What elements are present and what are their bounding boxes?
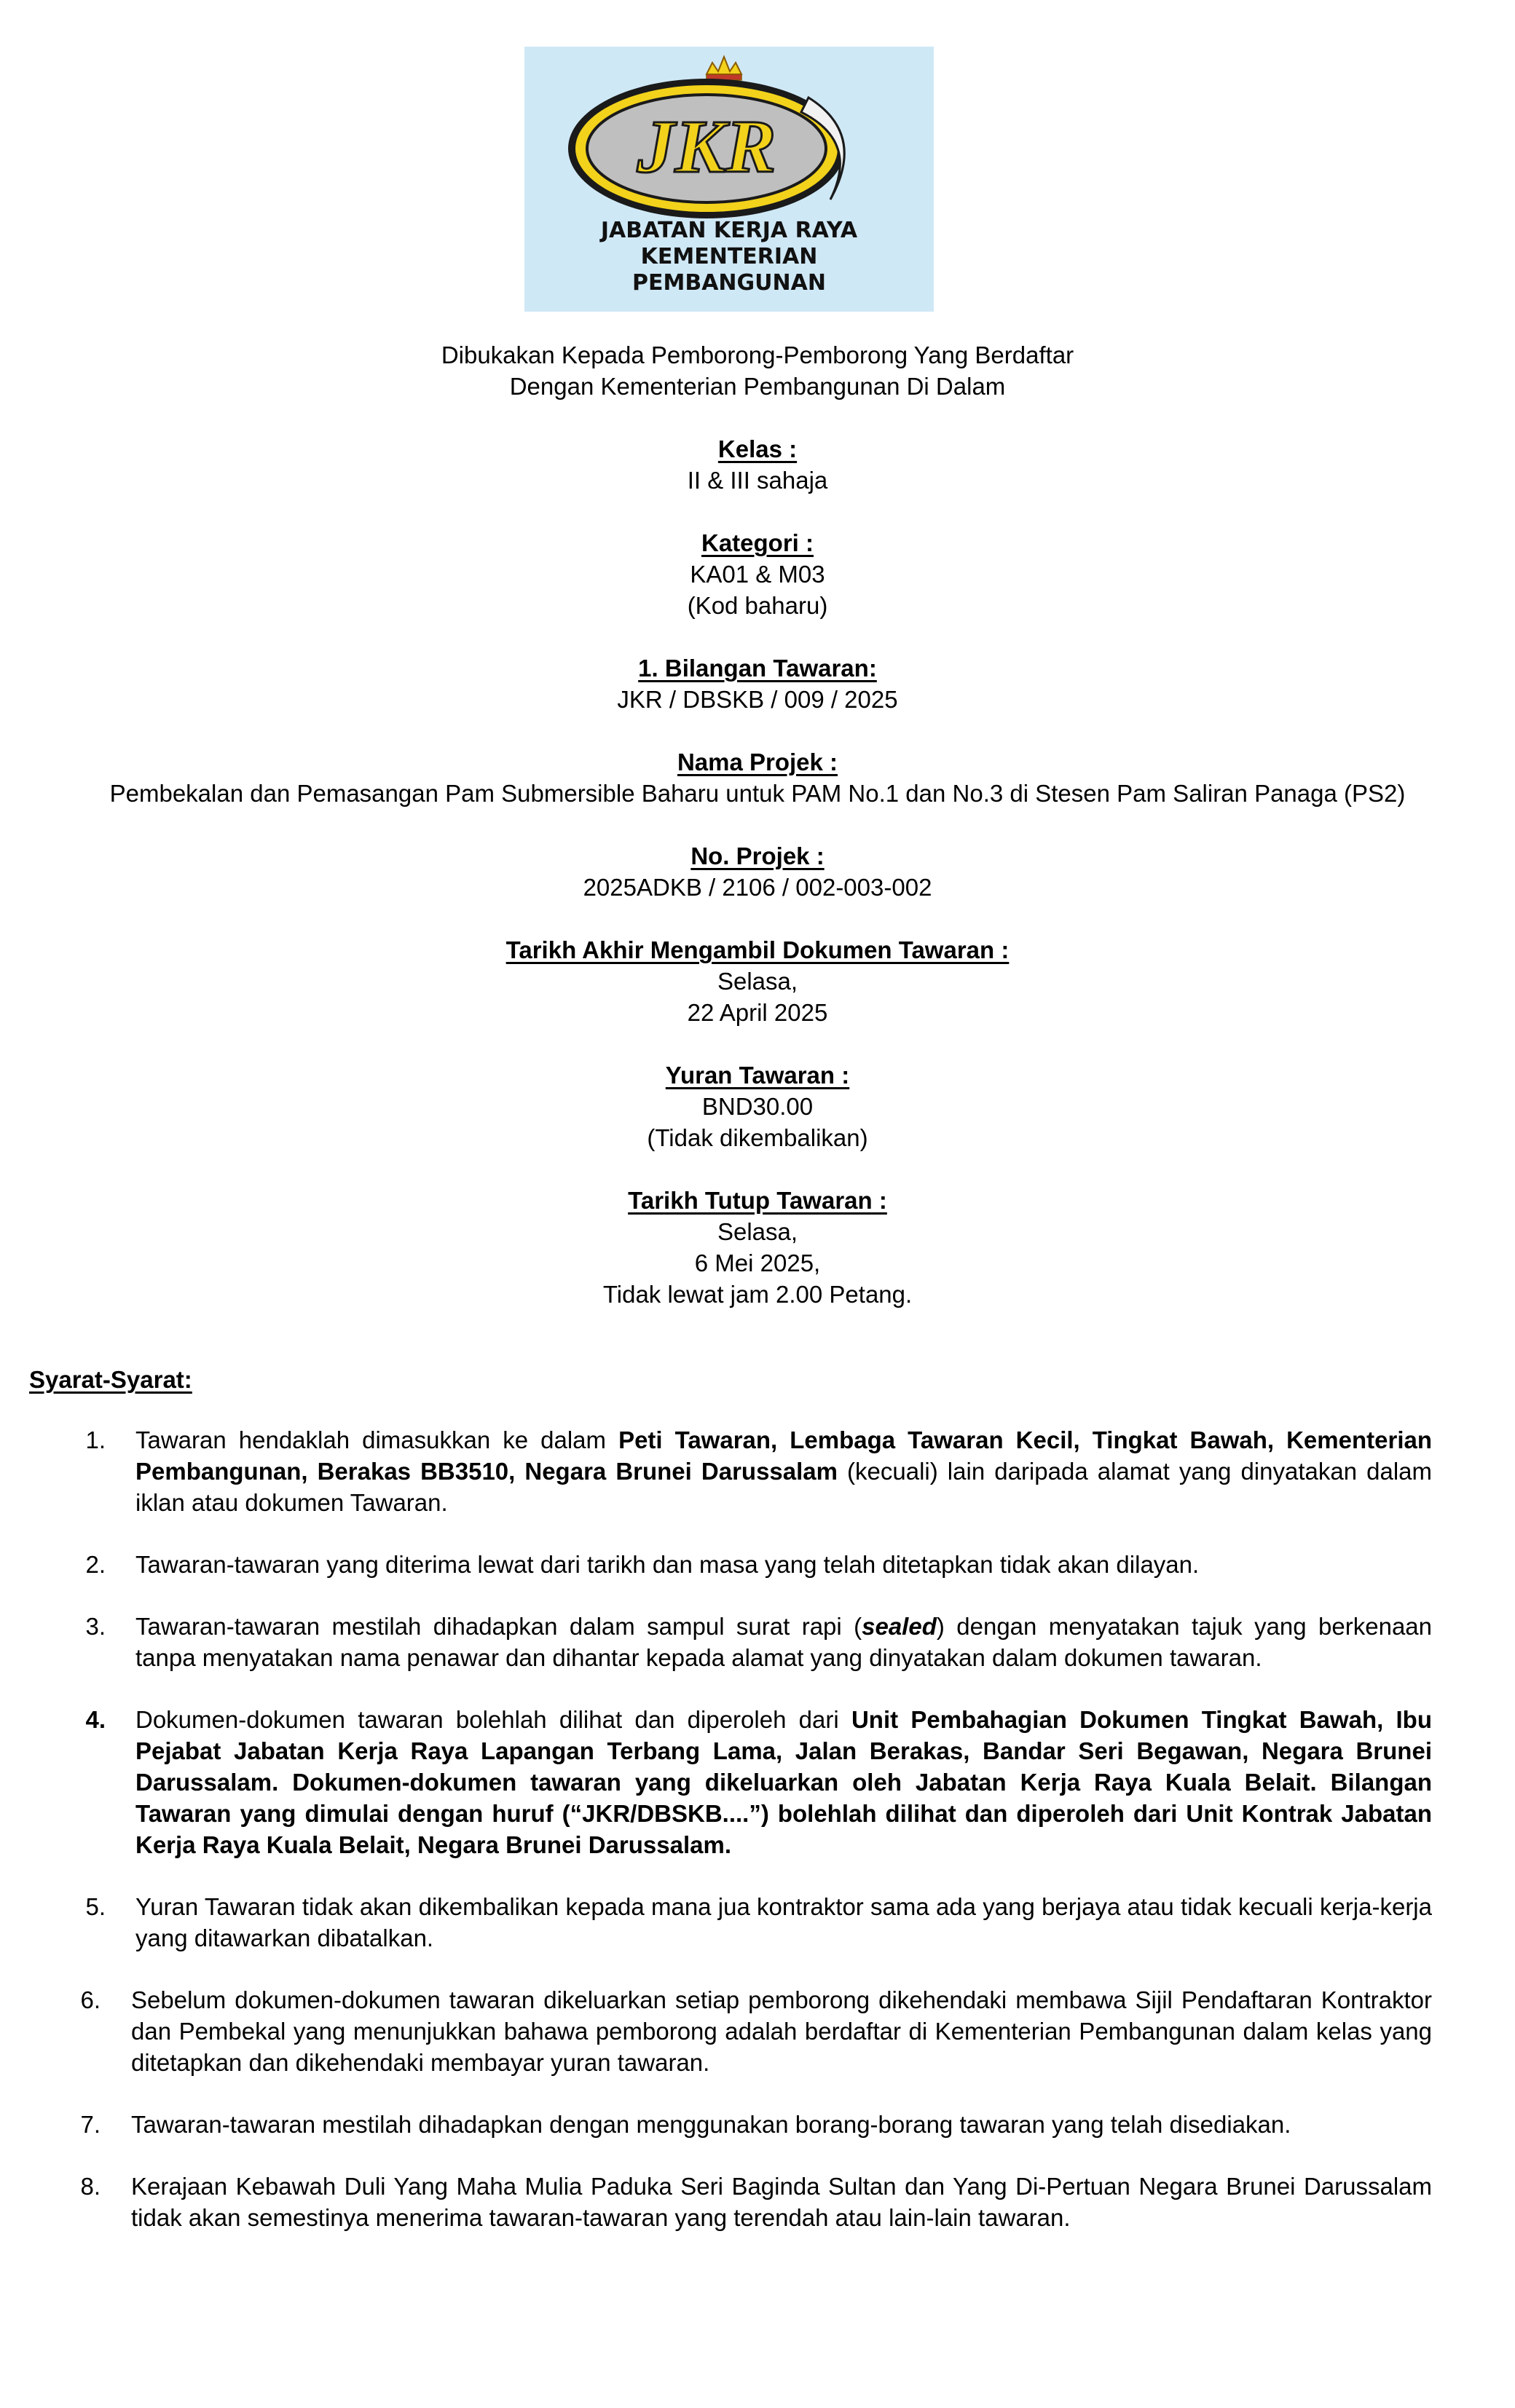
syarat-list — [0, 1424, 1515, 2264]
no-projek-heading: No. Projek : — [690, 842, 825, 869]
kategori-section — [0, 527, 1515, 621]
yuran-section — [0, 1059, 1515, 1153]
syarat-item-text: Dokumen-dokumen tawaran bolehlah dilihat dan diperoleh dari Unit Pembahagian Dokumen Tingkat Bawah, Ibu Pejabat Jabatan Kerja Raya Lapangan Terbang Lama, Jalan Berakas, Bandar Seri Begawan, Negara Brunei Darussalam. Dokumen-dokumen tawaran yang dikeluarkan oleh Jabatan Kerja Raya Kuala Belait. Bilangan Tawaran yang dimulai dengan huruf (“JKR/DBSKB....”) bolehlah dilihat dan diperoleh dari Unit Kontrak Jabatan Kerja Raya Kuala Belait, Negara Brunei Darussalam. — [135, 1706, 1432, 1858]
intro-line-2: Dengan Kementerian Pembangunan Di Dalam — [509, 373, 1006, 400]
tarikh-akhir-section — [0, 934, 1515, 1028]
bilangan-value: JKR / DBSKB / 009 / 2025 — [617, 686, 898, 713]
syarat-item — [0, 1611, 1515, 1673]
syarat-item-number: 3. — [85, 1613, 106, 1640]
nama-projek-heading: Nama Projek : — [677, 749, 838, 775]
intro-section — [0, 339, 1515, 402]
syarat-item-number: 7. — [80, 2111, 101, 2138]
tarikh-tutup-date: 6 Mei 2025, — [694, 1250, 821, 1276]
jkr-logo — [524, 47, 934, 312]
syarat-item-number: 2. — [85, 1551, 106, 1578]
syarat-item — [0, 1704, 1515, 1860]
syarat-item-text: Tawaran hendaklah dimasukkan ke dalam Peti Tawaran, Lembaga Tawaran Kecil, Tingkat Bawah, Kementerian Pembangunan, Berakas BB3510, Negara Brunei Darussalam (kecuali) lain daripada alamat yang dinyatakan dalam iklan atau dokumen Tawaran. — [135, 1426, 1433, 1516]
syarat-title: Syarat-Syarat: — [29, 1366, 192, 1393]
no-projek-section — [0, 840, 1515, 903]
tarikh-tutup-section — [0, 1185, 1515, 1310]
tarikh-tutup-heading: Tarikh Tutup Tawaran : — [628, 1187, 887, 1214]
crown-icon — [707, 57, 741, 80]
tarikh-akhir-heading: Tarikh Akhir Mengambil Dokumen Tawaran : — [505, 936, 1010, 963]
jkr-emblem-icon — [524, 47, 934, 312]
syarat-item — [0, 1549, 1515, 1580]
logo-caption-line2: KEMENTERIAN — [640, 244, 818, 269]
syarat-item-text: Tawaran-tawaran mestilah dihadapkan dengan menggunakan borang-borang tawaran yang telah disediakan. — [131, 2111, 1291, 2138]
syarat-item — [0, 2171, 1515, 2233]
tender-details — [0, 339, 1515, 1341]
syarat-item-number: 5. — [85, 1893, 106, 1920]
logo-initials: JKR — [637, 105, 776, 189]
nama-projek-section — [0, 746, 1515, 809]
syarat-item-number: 1. — [85, 1426, 106, 1453]
bilangan-section — [0, 652, 1515, 715]
syarat-item-text: Yuran Tawaran tidak akan dikembalikan kepada mana jua kontraktor sama ada yang berjaya atau tidak kecuali kerja-kerja yang ditawarkan dibatalkan. — [135, 1893, 1432, 1951]
kategori-value: KA01 & M03 — [690, 561, 825, 588]
tarikh-akhir-date: 22 April 2025 — [687, 999, 828, 1026]
logo-caption-line1: JABATAN KERJA RAYA — [600, 218, 858, 243]
syarat-item — [0, 1891, 1515, 1954]
yuran-note: (Tidak dikembalikan) — [647, 1124, 868, 1151]
syarat-item-number: 8. — [80, 2173, 101, 2200]
kelas-heading: Kelas : — [717, 435, 798, 462]
yuran-value: BND30.00 — [701, 1093, 814, 1120]
syarat-item-text: Tawaran-tawaran yang diterima lewat dari tarikh dan masa yang telah ditetapkan tidak akan dilayan. — [135, 1551, 1200, 1578]
nama-projek-value: Pembekalan dan Pemasangan Pam Submersible Baharu untuk PAM No.1 dan No.3 di Stesen Pam Saliran Panaga (PS2) — [109, 780, 1406, 807]
kelas-section — [0, 433, 1515, 496]
kelas-value: II & III sahaja — [687, 467, 828, 494]
tarikh-tutup-time: Tidak lewat jam 2.00 Petang. — [602, 1281, 913, 1308]
tarikh-akhir-day: Selasa, — [717, 968, 798, 995]
intro-line-1: Dibukakan Kepada Pemborong-Pemborong Yang Berdaftar — [441, 342, 1074, 368]
syarat-item — [0, 2109, 1515, 2140]
no-projek-value: 2025ADKB / 2106 / 002-003-002 — [583, 874, 932, 901]
logo-caption-line3: PEMBANGUNAN — [632, 270, 826, 296]
kategori-note: (Kod baharu) — [687, 592, 828, 619]
syarat-item-number: 4. — [85, 1706, 106, 1733]
syarat-item-number: 6. — [80, 1986, 101, 2013]
syarat-item — [0, 1424, 1515, 1518]
kategori-heading: Kategori : — [701, 529, 814, 556]
bilangan-heading: 1. Bilangan Tawaran: — [638, 655, 877, 682]
yuran-heading: Yuran Tawaran : — [665, 1062, 850, 1089]
syarat-item-text: Sebelum dokumen-dokumen tawaran dikeluarkan setiap pemborong dikehendaki membawa Sijil Pendaftaran Kontraktor dan Pembekal yang menunjukkan bahawa pemborong adalah berdaftar di Kementerian Pembangunan dalam kelas yang ditetapkan dan dikehendaki membayar yuran tawaran. — [131, 1986, 1432, 2076]
syarat-item — [0, 1984, 1515, 2078]
syarat-item-text: Kerajaan Kebawah Duli Yang Maha Mulia Paduka Seri Baginda Sultan dan Yang Di-Pertuan Negara Brunei Darussalam tidak akan semestinya menerima tawaran-tawaran yang terendah atau lain-lain tawaran. — [131, 2173, 1432, 2231]
tarikh-tutup-day: Selasa, — [717, 1218, 798, 1245]
syarat-item-text: Tawaran-tawaran mestilah dihadapkan dalam sampul surat rapi (sealed) dengan menyatakan tajuk yang berkenaan tanpa menyatakan nama penawar dan dihantar kepada alamat yang dinyatakan dalam dokumen tawaran. — [135, 1613, 1432, 1671]
